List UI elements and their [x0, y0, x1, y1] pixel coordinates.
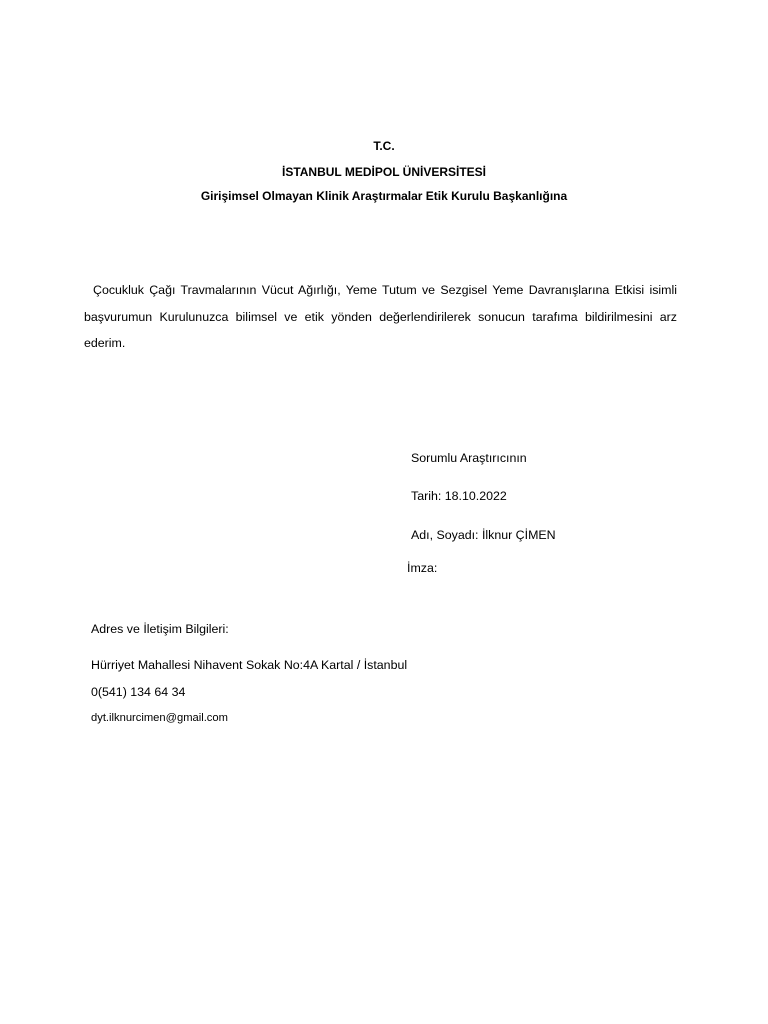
header-committee: Girişimsel Olmayan Klinik Araştırmalar Etik Kurulu Başkanlığına	[200, 189, 568, 203]
header-university: İSTANBUL MEDİPOL ÜNİVERSİTESİ	[281, 165, 487, 179]
signature-name: Adı, Soyadı: İlknur ÇİMEN	[411, 528, 556, 542]
header-line-tc: T.C.	[373, 139, 395, 153]
signature-date: Tarih: 18.10.2022	[411, 489, 507, 503]
signature-sign-label: İmza:	[407, 561, 438, 575]
contact-address: Hürriyet Mahallesi Nihavent Sokak No:4A Kartal / İstanbul	[91, 658, 408, 672]
contact-email: dyt.ilknurcimen@gmail.com	[91, 712, 228, 724]
contact-phone: 0(541) 134 64 34	[91, 685, 186, 699]
signature-role: Sorumlu Araştırıcının	[411, 451, 527, 465]
contact-title: Adres ve İletişim Bilgileri:	[91, 622, 229, 636]
body-paragraph: Çocukluk Çağı Travmalarının Vücut Ağırlığı, Yeme Tutum ve Sezgisel Yeme Davranışlarına Etkisi isimli başvurumun Kurulunuzca bilimsel ve etik yönden değerlendirilerek sonucun tarafıma bildirilmesini arz ederim.	[84, 283, 677, 350]
